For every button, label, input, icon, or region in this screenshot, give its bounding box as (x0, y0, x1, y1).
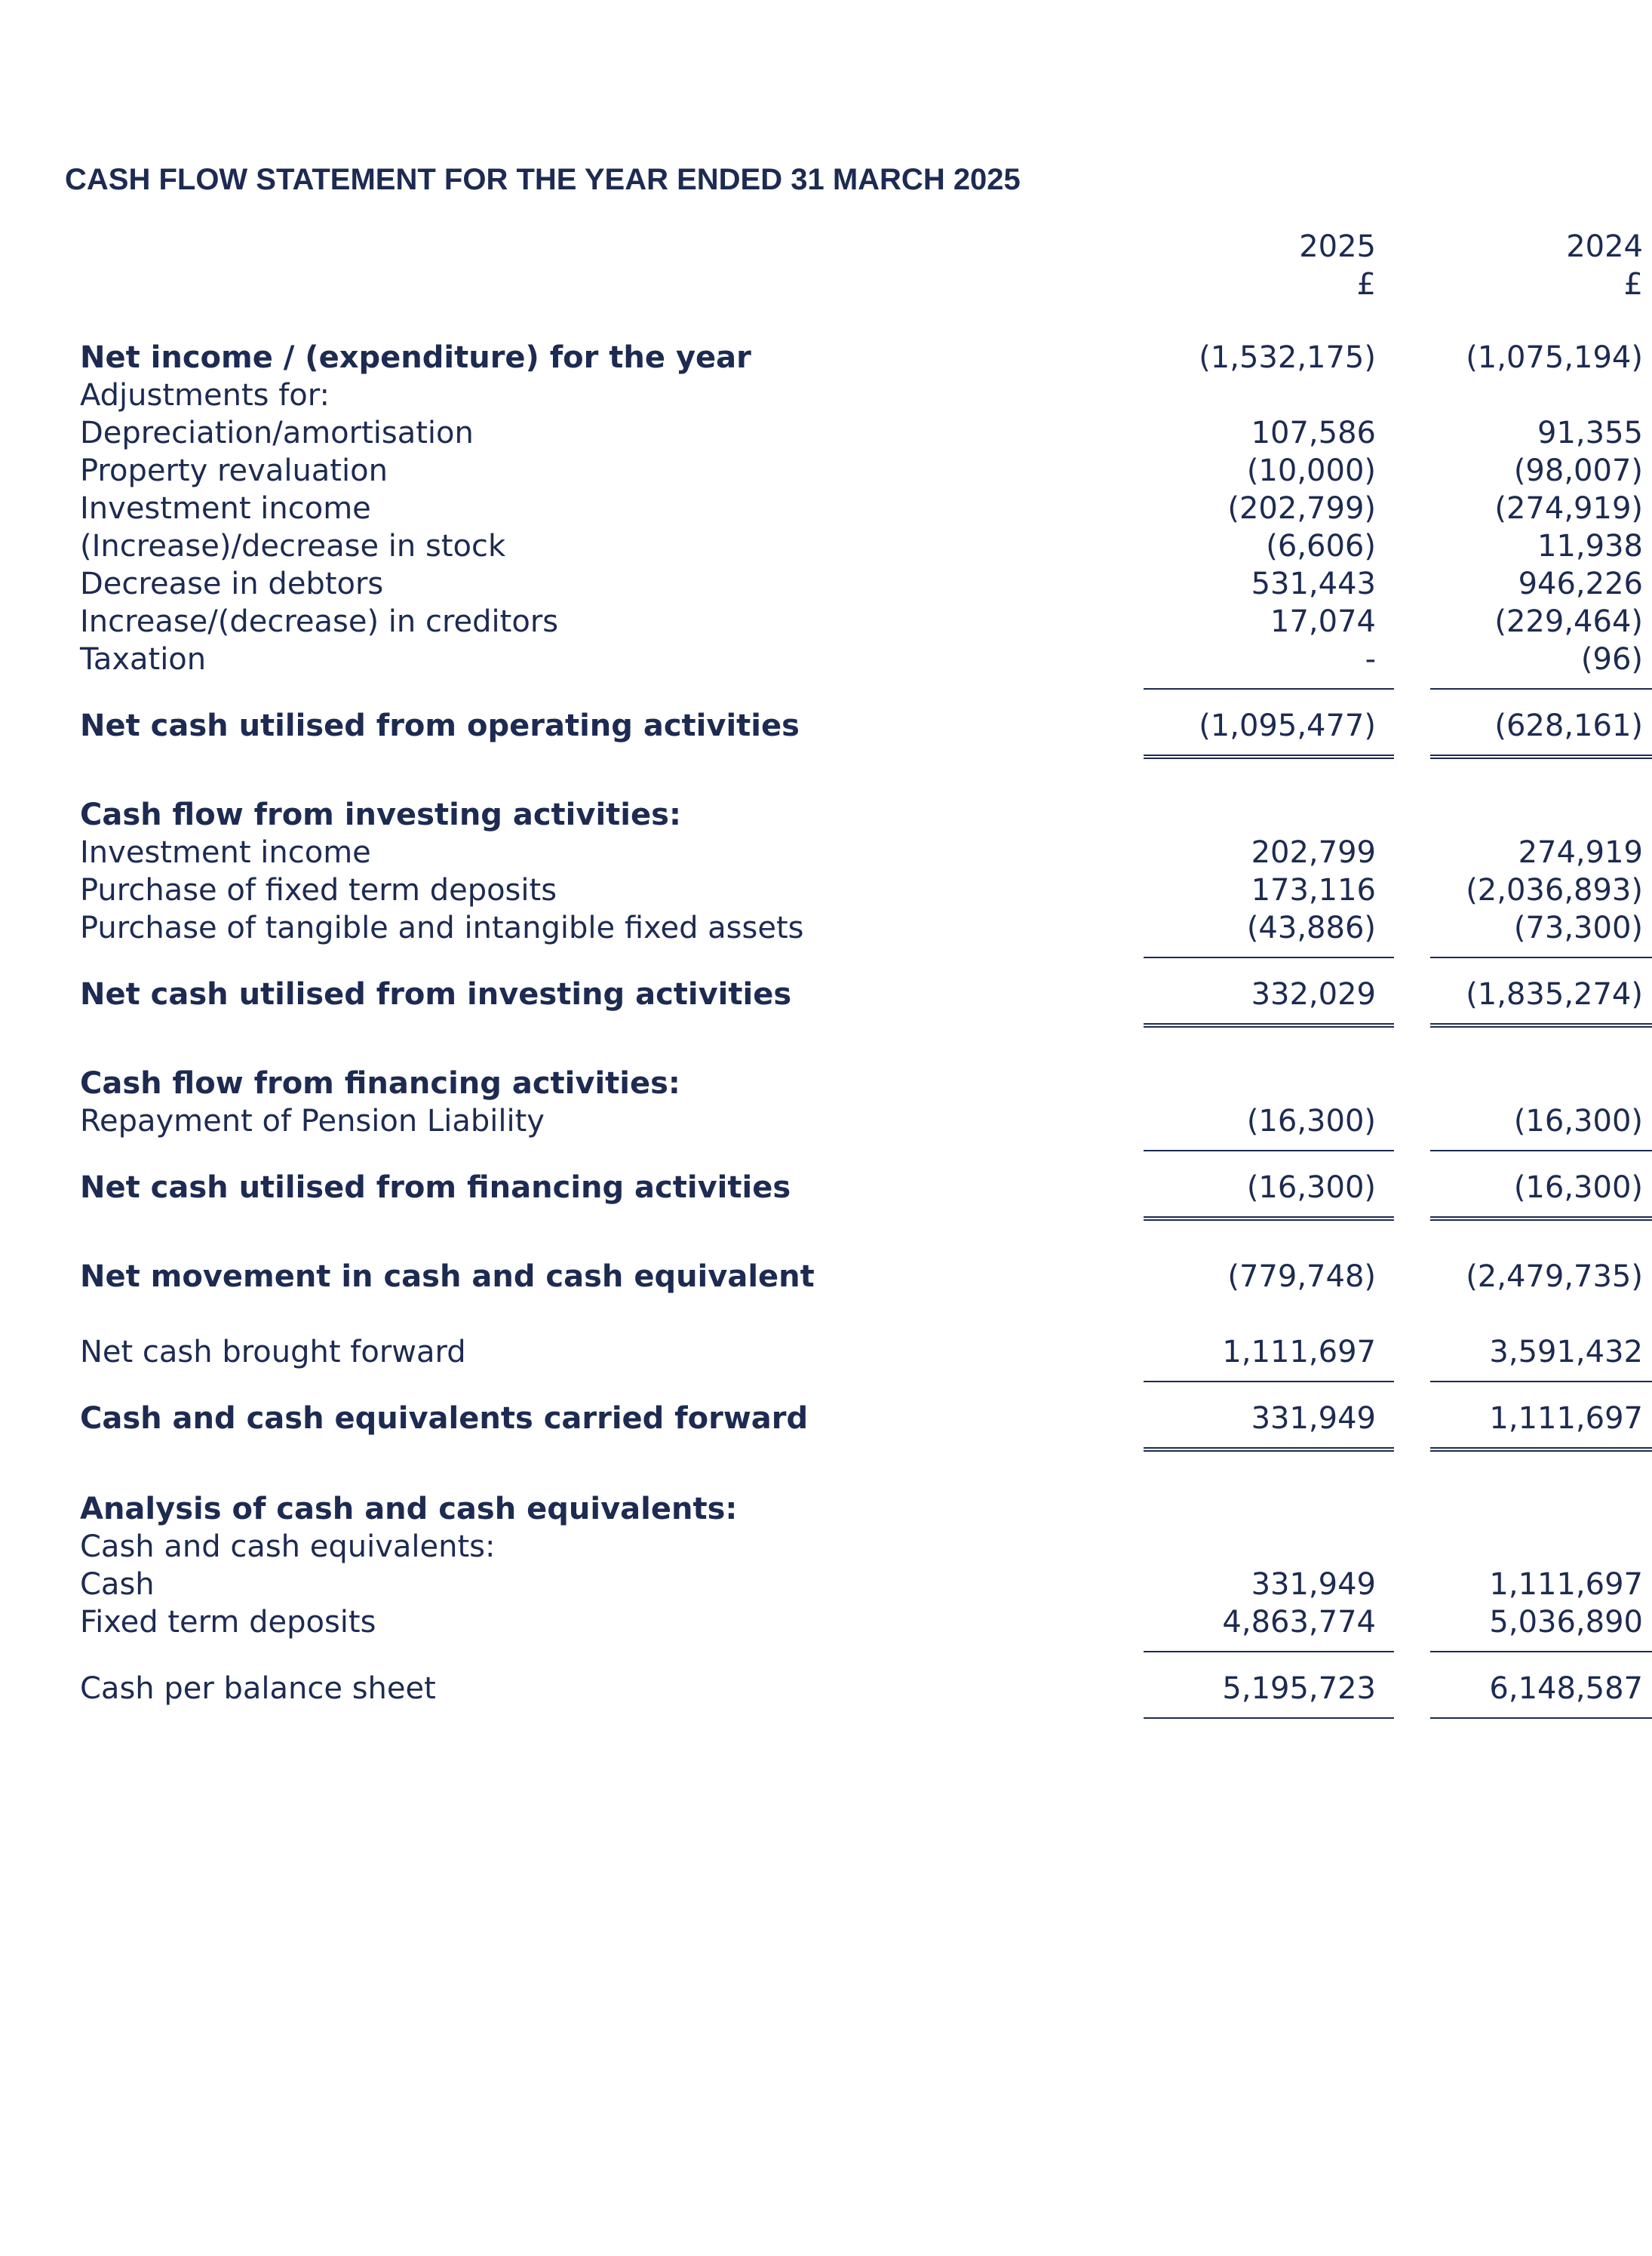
subtotal-rule (1430, 1381, 1652, 1382)
subtotal-rule (1430, 1150, 1652, 1151)
value-2024-fixed-term-deposits: 5,036,890 (1489, 1605, 1643, 1640)
row-label-carried-forward: Cash and cash equivalents carried forward (80, 1401, 809, 1436)
row-label-net-financing: Net cash utilised from financing activities (80, 1170, 791, 1205)
value-2024-carried-forward: 1,111,697 (1489, 1401, 1643, 1436)
value-2025-net-operating: (1,095,477) (1199, 708, 1376, 743)
value-2025-net-financing: (16,300) (1246, 1170, 1376, 1205)
row-label-depreciation: Depreciation/amortisation (80, 416, 474, 450)
row-label-brought-forward: Net cash brought forward (80, 1335, 466, 1369)
value-2025-fixed-term-deposits-purchase: 173,116 (1251, 873, 1376, 908)
row-label-net-operating: Net cash utilised from operating activities (80, 708, 800, 743)
subtotal-rule (1430, 688, 1652, 690)
row-label-investment-income-investing: Investment income (80, 835, 371, 870)
value-2024-fixed-assets: (73,300) (1513, 911, 1643, 945)
subtotal-rule (1430, 1651, 1652, 1652)
value-2024-creditors: (229,464) (1494, 604, 1643, 639)
value-2025-fixed-assets: (43,886) (1246, 911, 1376, 945)
section-heading-financing: Cash flow from financing activities: (80, 1066, 680, 1101)
subtotal-rule (1144, 688, 1394, 690)
row-label-creditors: Increase/(decrease) in creditors (80, 604, 559, 639)
value-2024-investment-income-investing: 274,919 (1518, 835, 1643, 870)
value-2025-pension: (16,300) (1246, 1104, 1376, 1139)
row-label-fixed-term-deposits-purchase: Purchase of fixed term deposits (80, 873, 557, 908)
value-2024-debtors: 946,226 (1518, 567, 1643, 601)
column-year-2025: 2025 (1299, 229, 1376, 264)
row-label-property-revaluation: Property revaluation (80, 453, 388, 488)
value-2025-cash-per-balance-sheet: 5,195,723 (1222, 1671, 1376, 1706)
value-2025-debtors: 531,443 (1251, 567, 1376, 601)
row-label-investment-income: Investment income (80, 491, 371, 526)
value-2025-net-movement: (779,748) (1227, 1259, 1376, 1294)
total-double-rule (1144, 755, 1394, 759)
value-2025-stock: (6,606) (1266, 529, 1376, 564)
row-label-debtors: Decrease in debtors (80, 567, 384, 601)
column-unit-2024: £ (1623, 267, 1643, 302)
value-2025-property-revaluation: (10,000) (1246, 453, 1376, 488)
row-label-fixed-term-deposits: Fixed term deposits (80, 1605, 376, 1640)
value-2025-investment-income: (202,799) (1227, 491, 1376, 526)
total-double-rule (1430, 1023, 1652, 1028)
row-label-cash-equivalents: Cash and cash equivalents: (80, 1529, 496, 1564)
row-label-stock: (Increase)/decrease in stock (80, 529, 506, 564)
value-2024-net-financing: (16,300) (1513, 1170, 1643, 1205)
value-2024-fixed-term-deposits-purchase: (2,036,893) (1466, 873, 1643, 908)
subtotal-rule (1144, 957, 1394, 958)
value-2025-net-income: (1,532,175) (1199, 340, 1376, 375)
value-2024-net-investing: (1,835,274) (1466, 977, 1643, 1012)
row-label-adjustments: Adjustments for: (80, 378, 330, 413)
column-unit-2025: £ (1356, 267, 1376, 302)
total-double-rule (1144, 1023, 1394, 1028)
value-2024-brought-forward: 3,591,432 (1489, 1335, 1643, 1369)
value-2024-investment-income: (274,919) (1494, 491, 1643, 526)
page-title: CASH FLOW STATEMENT FOR THE YEAR ENDED 31 MARCH 2025 (65, 163, 1021, 196)
value-2024-net-operating: (628,161) (1494, 708, 1643, 743)
row-label-net-investing: Net cash utilised from investing activities (80, 977, 792, 1012)
value-2025-investment-income-investing: 202,799 (1251, 835, 1376, 870)
row-label-cash-per-balance-sheet: Cash per balance sheet (80, 1671, 436, 1706)
total-double-rule (1430, 1216, 1652, 1221)
value-2024-pension: (16,300) (1513, 1104, 1643, 1139)
value-2024-net-income: (1,075,194) (1466, 340, 1643, 375)
subtotal-rule (1430, 957, 1652, 958)
value-2025-depreciation: 107,586 (1251, 416, 1376, 450)
value-2025-cash: 331,949 (1251, 1567, 1376, 1602)
row-label-net-income: Net income / (expenditure) for the year (80, 340, 751, 375)
value-2025-creditors: 17,074 (1270, 604, 1376, 639)
total-double-rule (1144, 1447, 1394, 1452)
row-label-fixed-assets: Purchase of tangible and intangible fixed assets (80, 911, 804, 945)
value-2024-stock: 11,938 (1537, 529, 1643, 564)
value-2025-net-investing: 332,029 (1251, 977, 1376, 1012)
value-2025-carried-forward: 331,949 (1251, 1401, 1376, 1436)
total-double-rule (1144, 1216, 1394, 1221)
row-label-taxation: Taxation (80, 642, 207, 677)
total-rule (1144, 1717, 1394, 1719)
subtotal-rule (1144, 1150, 1394, 1151)
value-2024-depreciation: 91,355 (1537, 416, 1643, 450)
value-2024-net-movement: (2,479,735) (1466, 1259, 1643, 1294)
value-2024-cash: 1,111,697 (1489, 1567, 1643, 1602)
value-2024-cash-per-balance-sheet: 6,148,587 (1489, 1671, 1643, 1706)
value-2025-brought-forward: 1,111,697 (1222, 1335, 1376, 1369)
value-2025-taxation: - (1365, 642, 1376, 677)
total-double-rule (1430, 755, 1652, 759)
subtotal-rule (1144, 1381, 1394, 1382)
row-label-cash: Cash (80, 1567, 155, 1602)
row-label-pension: Repayment of Pension Liability (80, 1104, 545, 1139)
column-year-2024: 2024 (1566, 229, 1643, 264)
total-rule (1430, 1717, 1652, 1719)
section-heading-investing: Cash flow from investing activities: (80, 798, 681, 832)
subtotal-rule (1144, 1651, 1394, 1652)
value-2025-fixed-term-deposits: 4,863,774 (1222, 1605, 1376, 1640)
section-heading-analysis: Analysis of cash and cash equivalents: (80, 1492, 738, 1526)
value-2024-taxation: (96) (1580, 642, 1643, 677)
row-label-net-movement: Net movement in cash and cash equivalent (80, 1259, 815, 1294)
total-double-rule (1430, 1447, 1652, 1452)
value-2024-property-revaluation: (98,007) (1513, 453, 1643, 488)
